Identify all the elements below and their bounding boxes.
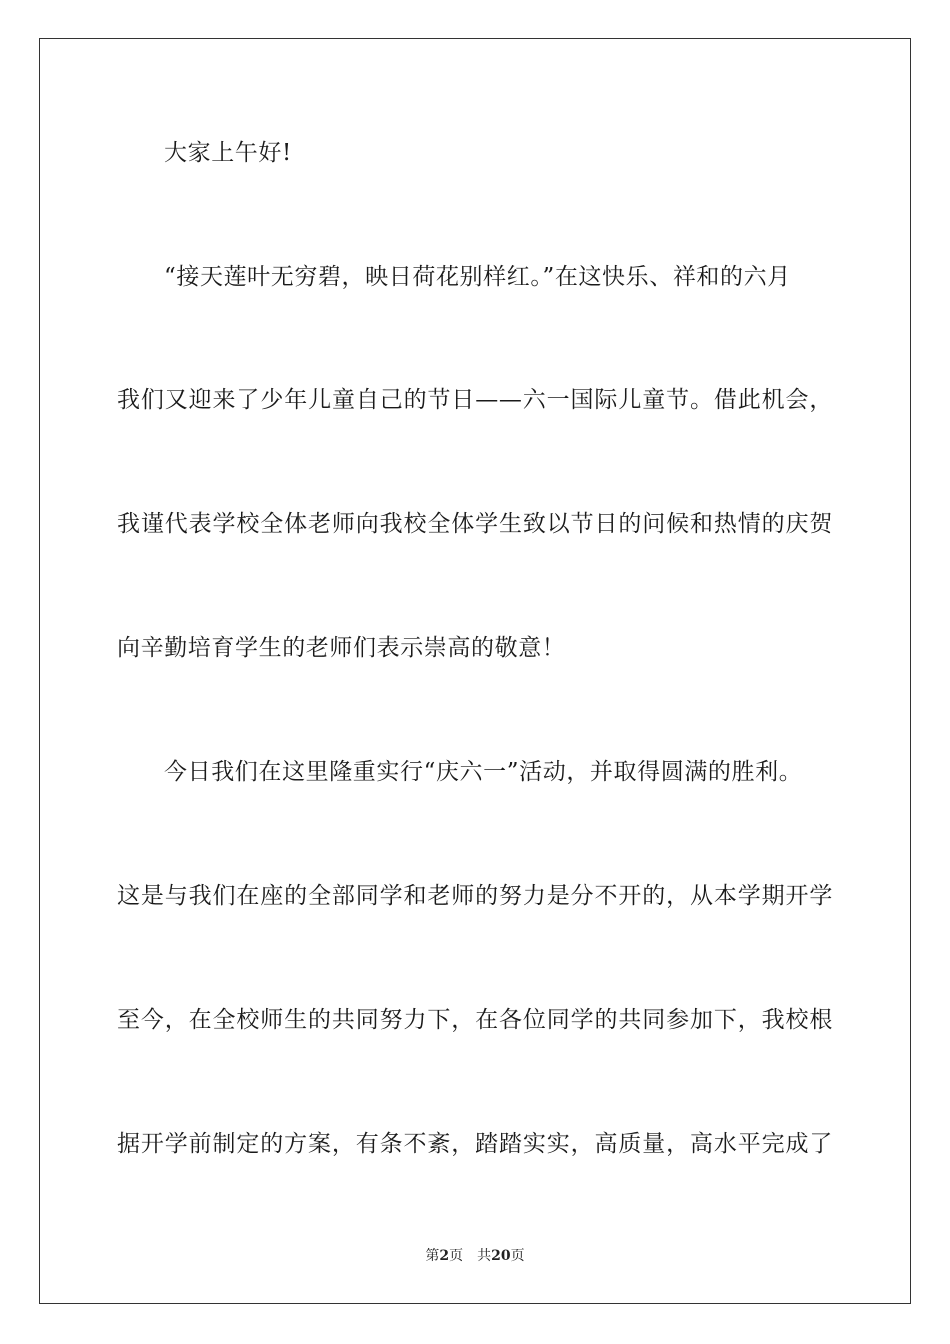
paragraph-1-line-1: “接天莲叶无穷碧，映日荷花别样红。”在这快乐、祥和的六月 (164, 264, 791, 290)
page-border (39, 38, 911, 1304)
paragraph-1-line-2: 我们又迎来了少年儿童自己的节日——六一国际儿童节。借此机会， (117, 387, 833, 413)
paragraph-1-line-3: 我谨代表学校全体老师向我校全体学生致以节日的问候和热情的庆贺 (117, 511, 833, 537)
paragraph-2-line-3: 至今，在全校师生的共同努力下，在各位同学的共同参加下，我校根 (117, 1007, 833, 1033)
total-pages-label: 共20页 (477, 1248, 525, 1264)
paragraph-2-line-1: 今日我们在这里隆重实行“庆六一”活动，并取得圆满的胜利。 (164, 759, 803, 785)
paragraph-2-line-2: 这是与我们在座的全部同学和老师的努力是分不开的，从本学期开学 (117, 883, 833, 909)
page-footer (0, 1246, 950, 1266)
paragraph-2-line-4: 据开学前制定的方案，有条不紊，踏踏实实，高质量，高水平完成了 (117, 1131, 833, 1157)
greeting-line: 大家上午好! (164, 140, 292, 166)
paragraph-1-line-4: 向辛勤培育学生的老师们表示崇高的敬意！ (117, 635, 566, 661)
page-number-label: 第2页 (425, 1248, 464, 1264)
